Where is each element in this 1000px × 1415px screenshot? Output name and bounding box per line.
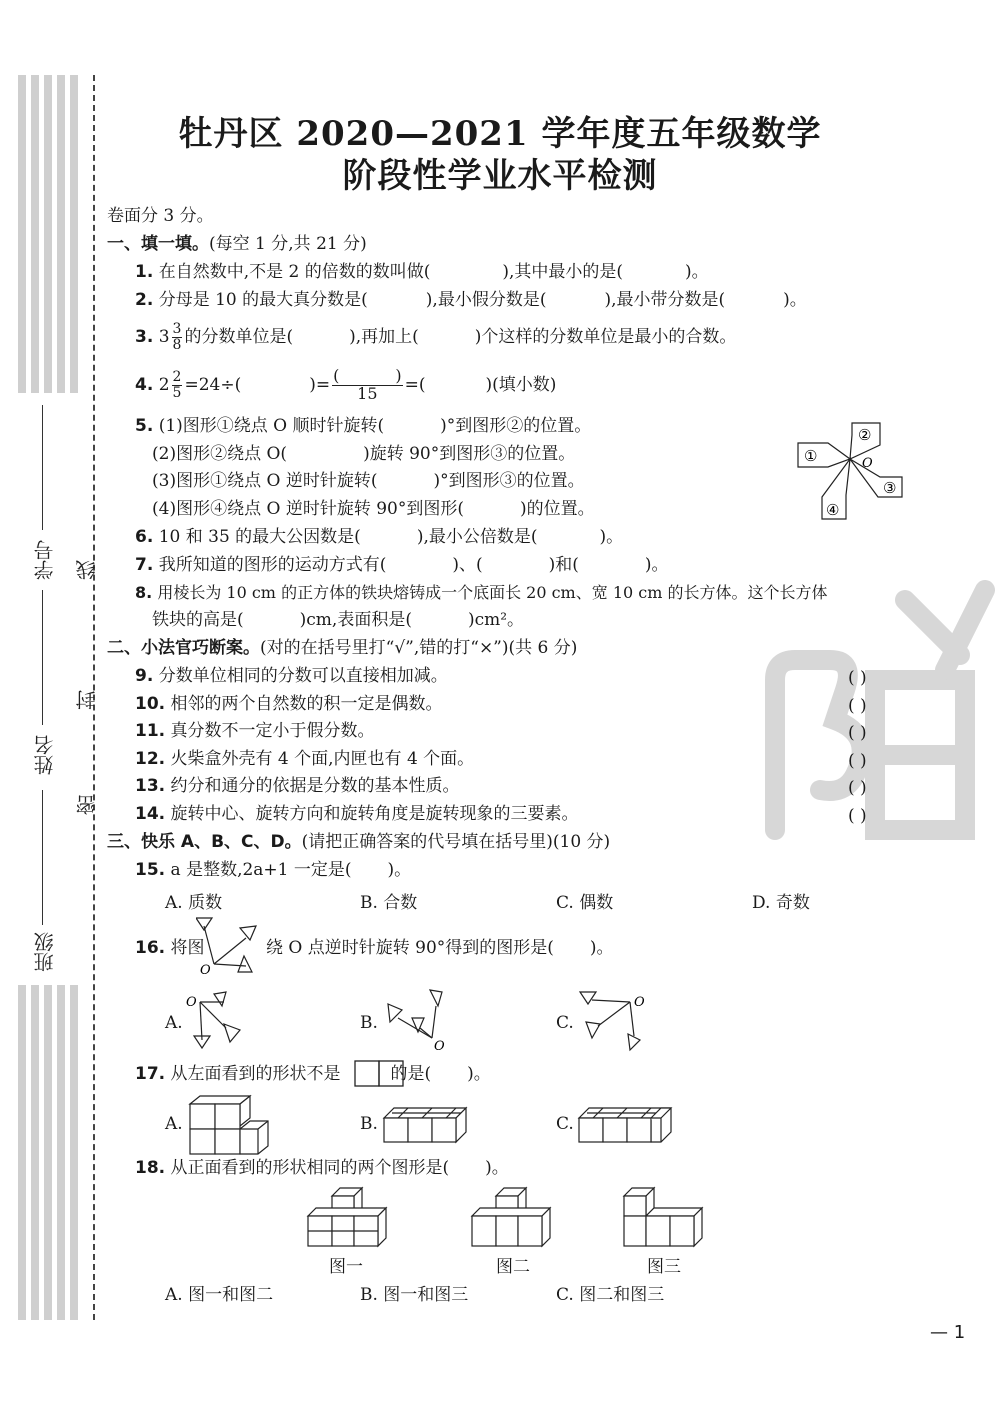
- q1-text-c: )。: [685, 262, 709, 282]
- q17-option-a-cubes: [184, 1094, 274, 1158]
- q3-text-c: )个这样的分数单位是最小的合数。: [474, 327, 737, 347]
- page-number: — 1: [930, 1322, 966, 1343]
- question-5-line1: [135, 418, 591, 435]
- tf-answer-blank[interactable]: ( ): [848, 695, 867, 716]
- tf-item-number: 11.: [135, 721, 166, 741]
- q6-text-a: 10 和 35 的最大公因数是(: [158, 527, 361, 547]
- q4-fraction: [172, 370, 183, 400]
- tf-answer-blank[interactable]: ( ): [848, 750, 867, 771]
- q15-option-d[interactable]: D. 奇数: [752, 893, 810, 913]
- q5-l4-b: )的位置。: [520, 499, 595, 519]
- q17-text-a: 从左面看到的形状不是: [170, 1064, 341, 1084]
- q4-text-d: )(填小数): [485, 375, 557, 395]
- q2-number: 2.: [135, 290, 154, 310]
- tf-answer-blank[interactable]: ( ): [848, 668, 867, 688]
- intro-text: 卷面分 3 分。: [107, 206, 214, 226]
- q3-numerator: 3: [172, 321, 182, 338]
- q16-number: 16.: [135, 938, 166, 958]
- q6-text-b: ),最小公倍数是(: [416, 527, 538, 547]
- seal-char-feng: 封: [75, 690, 99, 710]
- binding-stripe-bottom: [18, 985, 82, 1320]
- tf-item-text: 旋转中心、旋转方向和旋转角度是旋转现象的三要素。: [170, 803, 579, 824]
- q16-option-a[interactable]: A.: [165, 1013, 183, 1033]
- q5-l1-b: )°到图形②的位置。: [440, 416, 592, 436]
- section2-header: [107, 640, 577, 657]
- tf-answer-blank[interactable]: ( ): [848, 805, 867, 826]
- tf-answer-blank[interactable]: ( ): [848, 778, 867, 798]
- q16-option-a-figure: [186, 988, 252, 1054]
- q5-fig-label-1: ①: [804, 447, 818, 465]
- question-5-line2: [152, 446, 575, 463]
- section1-note: (每空 1 分,共 21 分): [209, 234, 367, 254]
- seal-char-xian: 线: [75, 560, 99, 580]
- q18-option-c[interactable]: C. 图二和图三: [556, 1285, 665, 1305]
- q2-text-c: ),最小带分数是(: [604, 290, 726, 310]
- q17-option-c-cubes: [575, 1100, 675, 1146]
- q3-denominator: 8: [172, 337, 182, 353]
- question-7: [135, 557, 669, 574]
- watermark-logo: [745, 560, 1000, 880]
- q16-option-b-figure: [380, 988, 450, 1054]
- tf-item-number: 13.: [135, 776, 166, 796]
- q15-text-a: a 是整数,2a+1 一定是(: [170, 860, 352, 880]
- q16-source-origin: O: [200, 963, 211, 978]
- q17-option-c[interactable]: C.: [556, 1114, 574, 1134]
- q18-option-a[interactable]: A. 图一和图二: [165, 1285, 274, 1305]
- section2-heading: 二、小法官巧断案。: [107, 638, 260, 658]
- q18-figure-3-label: 图三: [647, 1257, 681, 1277]
- q5-fig-label-3: ③: [883, 479, 897, 497]
- question-5-line4: [152, 501, 595, 518]
- q5-l2-a: (2)图形②绕点 O(: [152, 444, 288, 464]
- tf-item: [135, 668, 448, 685]
- question-17: [135, 1066, 491, 1083]
- tf-item-text: 真分数不一定小于假分数。: [170, 721, 375, 741]
- q5-l3-a: (3)图形①绕点 O 逆时针旋转(: [152, 471, 378, 491]
- q18-number: 18.: [135, 1158, 166, 1178]
- name-label: 姓名: [33, 735, 57, 775]
- q4-text-b: )=: [309, 375, 331, 395]
- tf-item: [135, 803, 579, 824]
- q18-figure-2: [468, 1186, 554, 1250]
- q18-figure-1-label: 图一: [329, 1257, 363, 1277]
- q17-number: 17.: [135, 1064, 166, 1084]
- tf-item: [135, 748, 475, 769]
- q5-rotation-figure: [790, 415, 910, 527]
- q18-text-a: 从正面看到的形状相同的两个图形是(: [170, 1158, 450, 1178]
- q18-figure-2-label: 图二: [496, 1257, 530, 1277]
- q4-numerator: 2: [172, 369, 182, 386]
- q17-option-b-cubes: [380, 1100, 470, 1146]
- question-16-label: [135, 940, 205, 957]
- q17-option-a[interactable]: A.: [165, 1114, 183, 1134]
- q16-option-c-figure: [576, 988, 648, 1054]
- section1-header: [107, 236, 367, 253]
- q18-option-b[interactable]: B. 图一和图三: [360, 1285, 469, 1305]
- q8-text-a: 用棱长为 10 cm 的正方体的铁块熔铸成一个底面长 20 cm、宽 10 cm 的长方体。这个长方体: [157, 583, 828, 602]
- q17-text-b: 的是(: [390, 1064, 432, 1084]
- question-18: [135, 1160, 509, 1177]
- q8-text-b: 铁块的高是(: [152, 610, 244, 630]
- q6-number: 6.: [135, 527, 154, 547]
- question-3: [135, 320, 736, 354]
- q17-text-c: )。: [467, 1064, 491, 1084]
- q3-fraction: [172, 322, 183, 352]
- q4-open-paren: (: [333, 366, 340, 386]
- q18-text-b: )。: [485, 1158, 509, 1178]
- q16-source-figure: [196, 912, 262, 978]
- q8-number: 8.: [135, 583, 153, 602]
- q1-text-a: 在自然数中,不是 2 的倍数的数叫做(: [158, 262, 431, 282]
- question-6: [135, 529, 623, 546]
- q8-text-c: )cm,表面积是(: [299, 610, 412, 630]
- tf-item: [135, 693, 443, 714]
- q7-text-b: )、(: [452, 555, 483, 575]
- q1-text-b: ),其中最小的是(: [502, 262, 624, 282]
- q4-blank-fraction: [332, 368, 403, 403]
- q7-text-d: )。: [644, 555, 669, 575]
- q7-text-a: 我所知道的图形的运动方式有(: [158, 555, 387, 575]
- q16-text-b: 绕 O 点逆时针旋转 90°得到的图形是(: [266, 938, 554, 958]
- q8-text-d: )cm²。: [467, 610, 525, 630]
- tf-item-text: 约分和通分的依据是分数的基本性质。: [170, 776, 460, 796]
- id-label: 学号: [33, 540, 57, 580]
- question-5-line3: [152, 473, 585, 490]
- q5-fig-label-2: ②: [858, 426, 872, 444]
- q17-shape-two-squares: [354, 1060, 406, 1088]
- q15-option-c[interactable]: C. 偶数: [556, 893, 614, 913]
- section3-note: (请把正确答案的代号填在括号里)(10 分): [301, 832, 611, 852]
- section2-note: (对的在括号里打“√”,错的打“×”)(共 6 分): [260, 638, 578, 658]
- q3-number: 3.: [135, 327, 154, 347]
- class-label: 班级: [33, 932, 57, 972]
- class-underline: [42, 790, 43, 925]
- q15-number: 15.: [135, 860, 166, 880]
- q7-number: 7.: [135, 555, 154, 575]
- q4-text-c: =(: [404, 375, 426, 395]
- q16-option-a-origin: O: [186, 995, 197, 1010]
- q18-figure-1: [304, 1186, 390, 1250]
- tf-item-number: 14.: [135, 803, 166, 824]
- q3-whole: 3: [158, 327, 170, 347]
- q4-close-paren: ): [395, 366, 402, 386]
- q5-number: 5.: [135, 416, 154, 436]
- tf-item-text: 分数单位相同的分数可以直接相加减。: [158, 666, 448, 686]
- q2-text-b: ),最小假分数是(: [425, 290, 547, 310]
- q2-text-d: )。: [783, 290, 807, 310]
- section1-heading: 一、填一填。: [107, 234, 209, 254]
- q2-text-a: 分母是 10 的最大真分数是(: [158, 290, 368, 310]
- section3-heading: 三、快乐 A、B、C、D。: [107, 832, 302, 852]
- q15-option-a[interactable]: A. 质数: [165, 893, 223, 913]
- question-1: [135, 264, 709, 281]
- q16-text-c: )。: [589, 938, 614, 958]
- q16-option-c[interactable]: C.: [556, 1013, 574, 1033]
- q18-figure-3: [620, 1186, 706, 1250]
- question-16-text: [266, 940, 614, 957]
- q5-l4-a: (4)图形④绕点 O 逆时针旋转 90°到图形(: [152, 499, 464, 519]
- q3-text-a: 的分数单位是(: [184, 327, 294, 347]
- q4-whole: 2: [158, 375, 170, 395]
- q16-text-a: 将图: [170, 938, 205, 958]
- q5-l3-b: )°到图形③的位置。: [433, 471, 585, 491]
- q3-text-b: ),再加上(: [349, 327, 419, 347]
- q4-denominator: 5: [172, 385, 182, 401]
- q15-option-b[interactable]: B. 合数: [360, 893, 418, 913]
- tf-item: [135, 778, 460, 795]
- tf-item-number: 10.: [135, 693, 166, 714]
- section3-header: [107, 834, 610, 851]
- question-8-line1: [135, 585, 827, 601]
- question-8-line2: [152, 612, 524, 629]
- q6-text-c: )。: [599, 527, 624, 547]
- q5-fig-label-4: ④: [826, 501, 840, 519]
- q4-number: 4.: [135, 375, 154, 395]
- page-title-line1: 牡丹区 2020—2021 学年度五年级数学: [178, 114, 822, 154]
- page-title-line2: 阶段性学业水平检测: [342, 156, 658, 196]
- tf-item-number: 12.: [135, 748, 166, 769]
- q15-text-b: )。: [387, 860, 412, 880]
- tf-item-text: 火柴盒外壳有 4 个面,内匣也有 4 个面。: [170, 748, 475, 769]
- seal-char-mi: 密: [75, 795, 99, 815]
- q1-number: 1.: [135, 262, 154, 282]
- q7-text-c: )和(: [548, 555, 579, 575]
- name-underline: [42, 590, 43, 725]
- q16-option-c-origin: O: [634, 995, 645, 1010]
- q4-text-a: =24÷(: [184, 375, 242, 395]
- q16-option-b[interactable]: B.: [360, 1013, 378, 1033]
- tf-answer-blank[interactable]: ( ): [848, 723, 867, 743]
- q17-option-b[interactable]: B.: [360, 1114, 378, 1134]
- q5-l1-a: (1)图形①绕点 O 顺时针旋转(: [158, 416, 385, 436]
- q5-fig-origin: O: [862, 456, 873, 471]
- id-underline: [42, 405, 43, 530]
- question-4: [135, 368, 556, 403]
- q5-l2-b: )旋转 90°到图形③的位置。: [363, 444, 576, 464]
- question-2: [135, 292, 807, 309]
- tf-item-number: 9.: [135, 666, 154, 686]
- question-15: [135, 862, 411, 879]
- q16-option-b-origin: O: [434, 1039, 445, 1054]
- tf-item: [135, 723, 375, 740]
- tf-item-text: 相邻的两个自然数的积一定是偶数。: [170, 693, 443, 714]
- q4-blank-denominator: 15: [357, 384, 378, 403]
